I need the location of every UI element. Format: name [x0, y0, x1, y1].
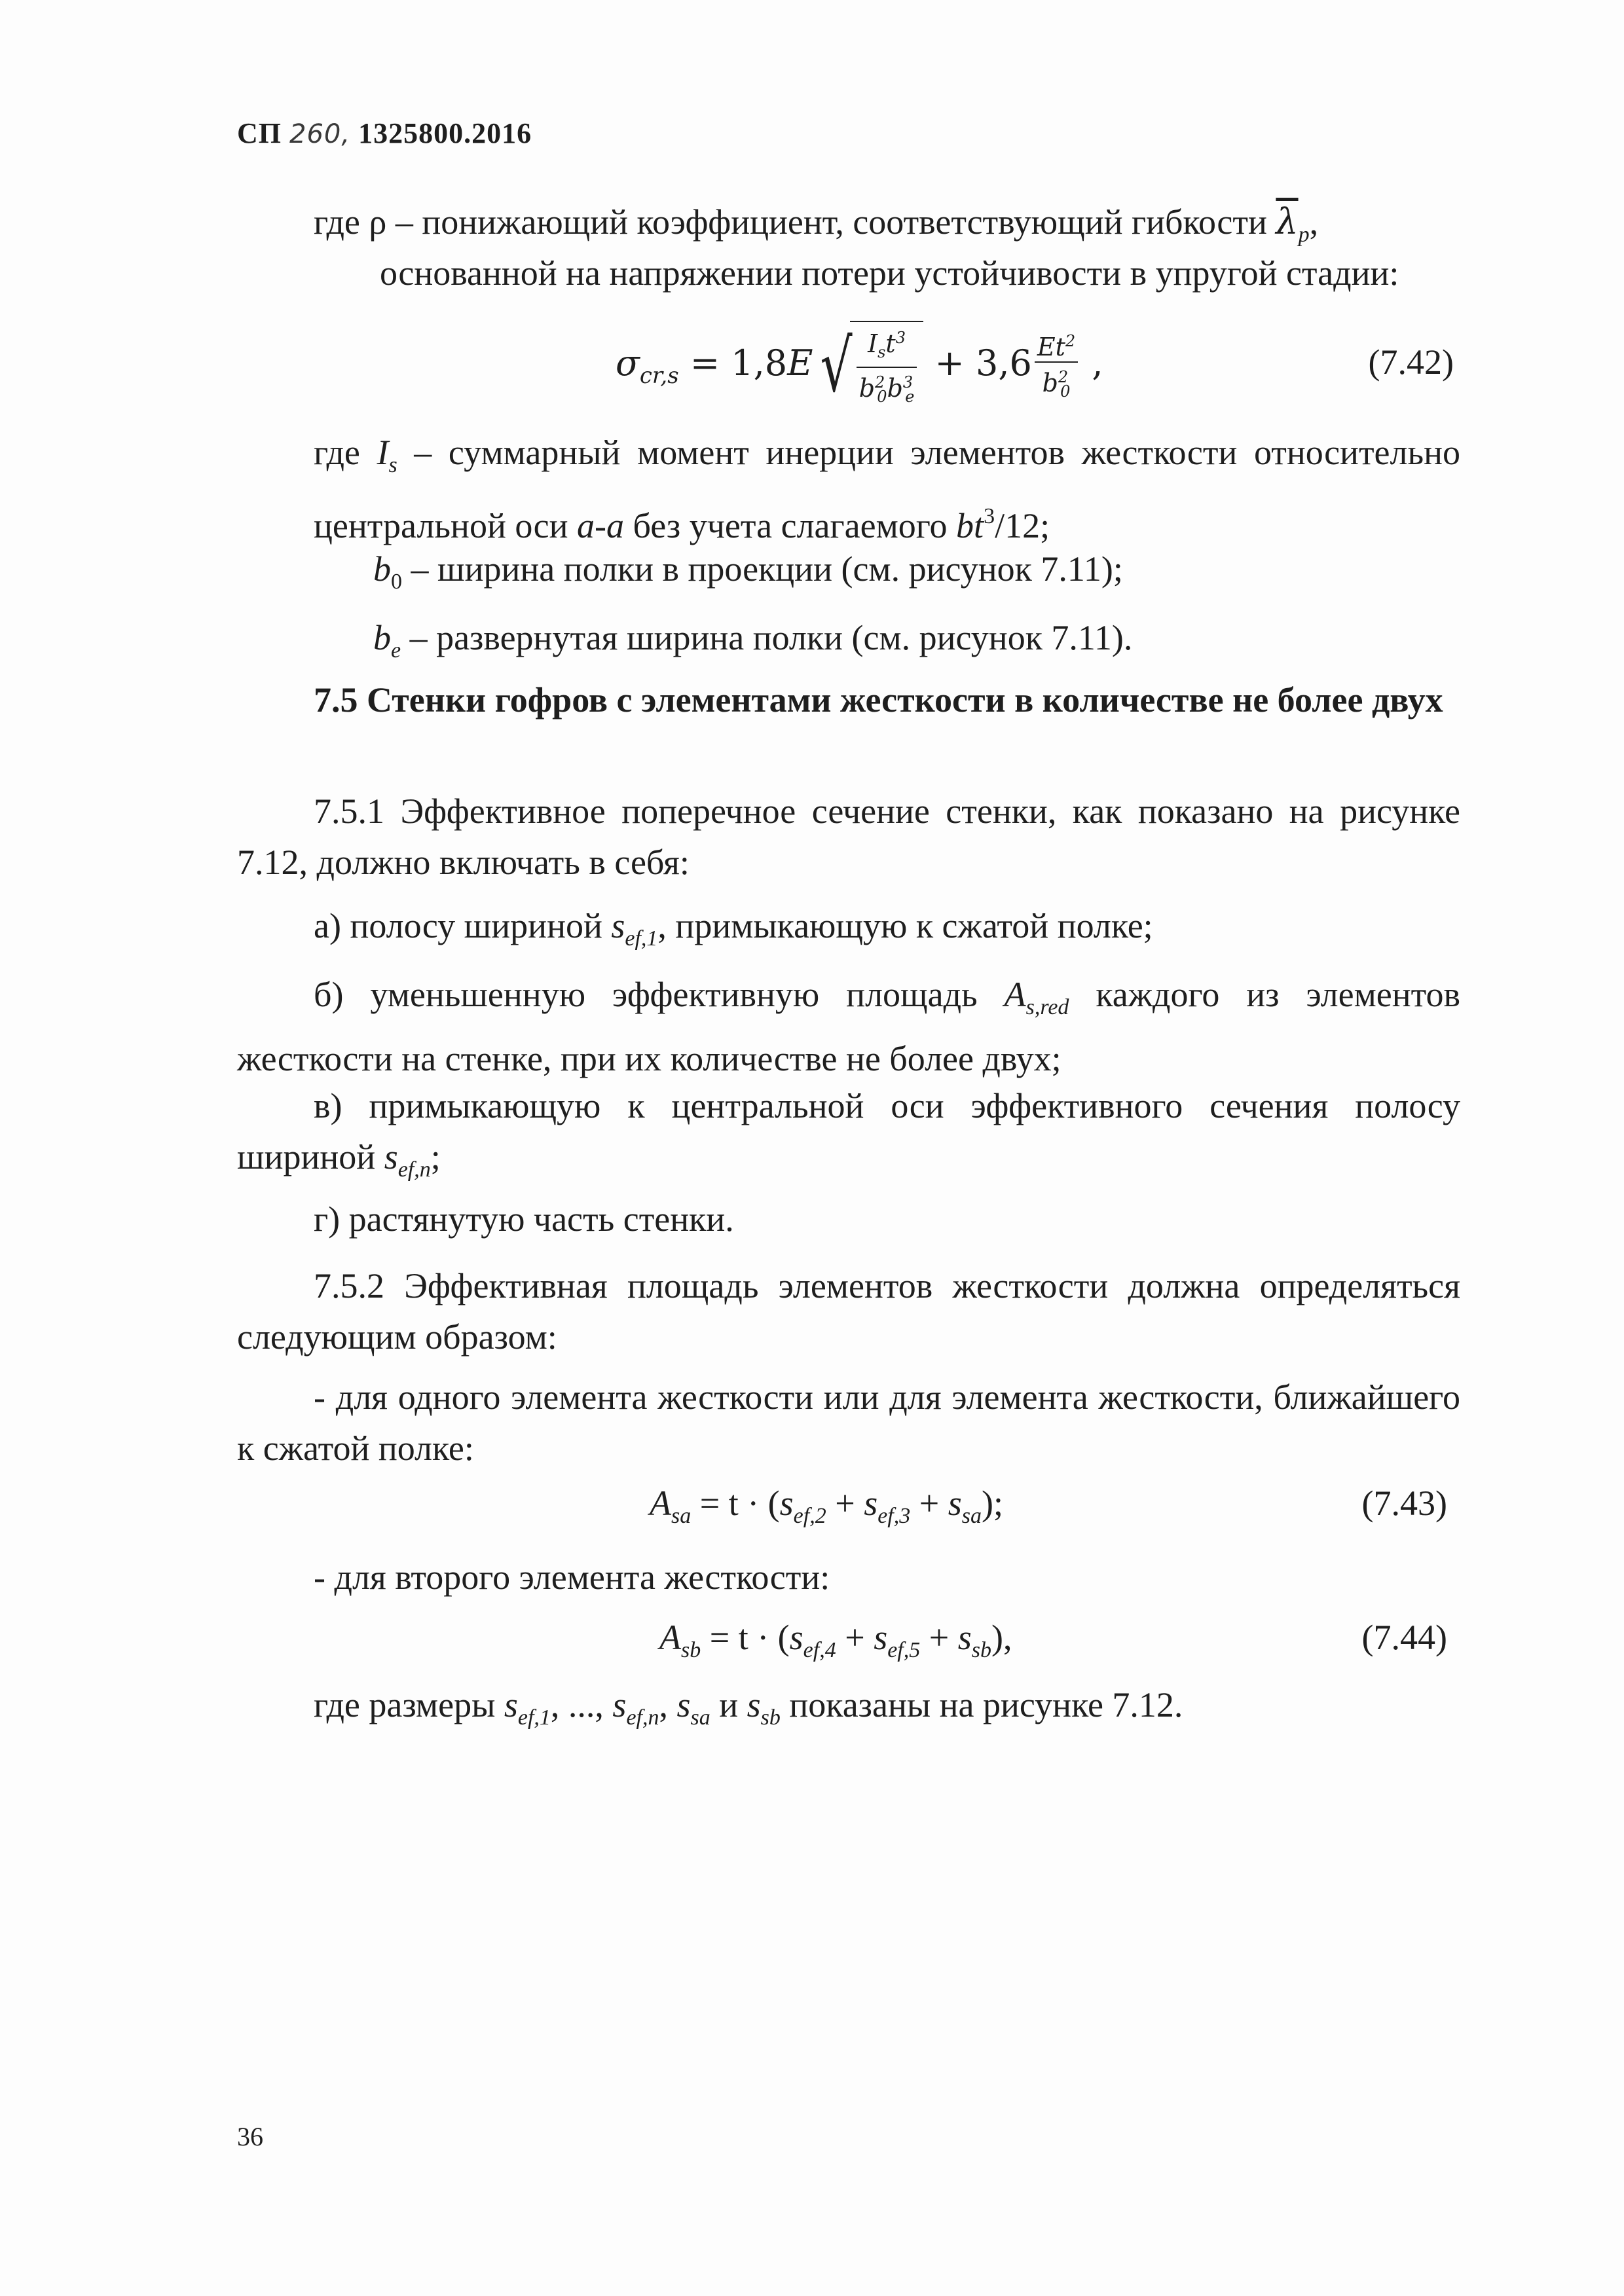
f1-num-i: I	[868, 329, 878, 358]
fraction-1	[857, 323, 917, 411]
formula-7-42	[237, 321, 1460, 408]
f1-den-be: b	[887, 374, 903, 403]
list-b-symbol: A	[1004, 975, 1026, 1014]
page-number: 36	[237, 2122, 263, 2151]
is-symbol: I	[377, 433, 389, 472]
rho-text: где ρ – понижающий коэффициент, соответствующий гибкости	[314, 202, 1276, 242]
header-prefix: СП	[237, 117, 282, 149]
final-s4-sub: sb	[760, 1705, 781, 1730]
b0-definition	[373, 543, 1460, 608]
f743-eq: = t · (	[691, 1484, 780, 1523]
formula-7-42-number: (7.42)	[1368, 342, 1454, 382]
f2-num: Et	[1037, 332, 1065, 361]
f744-plus1: +	[836, 1618, 874, 1657]
header-handwritten-number: 260,	[289, 119, 351, 149]
f1-den-b0: b	[858, 374, 876, 403]
f744-s3-sub: sb	[971, 1638, 991, 1662]
list-c-symbol: s	[384, 1137, 398, 1176]
sqrt-sign: √	[820, 324, 853, 408]
f1-den-b0-sup: 2	[875, 373, 885, 392]
document-header	[237, 117, 532, 150]
f1-den-b0-sub: 0	[877, 388, 887, 406]
final-s4: s	[747, 1685, 761, 1724]
f743-a-sub: sa	[671, 1504, 692, 1528]
final-t1: где размеры	[314, 1685, 504, 1724]
final-s1-sub: ef,1	[517, 1705, 551, 1730]
list-a-text-2: , примыкающую к сжатой полке;	[657, 906, 1153, 945]
f2-den-sup: 2	[1058, 367, 1069, 386]
f743-plus2: +	[910, 1484, 948, 1523]
axis-label: a-a	[577, 506, 625, 545]
f1-den-be-sub: e	[905, 388, 915, 406]
is-definition	[314, 427, 1460, 551]
f2-den: b	[1042, 368, 1058, 397]
formula-tail: ,	[1080, 342, 1103, 384]
list-a-subscript: ef,1	[625, 926, 658, 951]
list-a-symbol: s	[611, 906, 625, 945]
f743-s3: s	[948, 1484, 962, 1523]
f743-s1-sub: ef,2	[793, 1504, 826, 1528]
lambda-symbol: $\overline{\lambda}$	[1276, 201, 1299, 242]
list-c-subscript: ef,n	[397, 1157, 431, 1182]
f744-s2-sub: ef,5	[887, 1638, 921, 1662]
f743-s3-sub: sa	[961, 1504, 982, 1528]
f744-s3: s	[957, 1618, 972, 1657]
f744-s1-sub: ef,4	[803, 1638, 836, 1662]
be-definition	[373, 612, 1460, 676]
be-subscript: e	[391, 638, 401, 663]
f2-num-sup: 2	[1065, 331, 1076, 350]
list-item-b	[237, 969, 1460, 1084]
f743-s1: s	[779, 1484, 794, 1523]
b0-text: – ширина полки в проекции (см. рисунок 7.11);	[402, 549, 1123, 589]
second-stiffener-text: - для второго элемента жесткости:	[314, 1558, 830, 1597]
list-item-c	[237, 1080, 1460, 1195]
be-symbol: b	[373, 618, 391, 657]
is-text-1: – суммарный момент инерции элементов жесткости относительно центральной оси	[314, 433, 1460, 545]
list-b-text-2: каждого из элементов жесткости на стенке, при их количестве не более двух;	[237, 975, 1460, 1078]
be-text: – развернутая ширина полки (см. рисунок 7.11).	[401, 618, 1133, 657]
formula-7-43-number: (7.43)	[1361, 1484, 1447, 1523]
f744-s2: s	[874, 1618, 888, 1657]
list-item-d: г) растянутую часть стенки.	[314, 1199, 734, 1239]
final-s1: s	[504, 1685, 518, 1724]
formula-7-43	[237, 1483, 1460, 1535]
list-item-a	[237, 900, 1460, 964]
sigma-subscript: cr,s	[639, 363, 679, 389]
formula-7-44-number: (7.44)	[1361, 1618, 1447, 1657]
b0-symbol: b	[373, 549, 391, 589]
paragraph-7-5-2: 7.5.2 Эффективная площадь элементов жесткости должна определяться следующим образом:	[237, 1266, 1460, 1357]
rho-comma: ,	[1309, 202, 1319, 242]
final-s2-sub: ef,n	[626, 1705, 659, 1730]
paragraph-7-5-1: 7.5.1 Эффективное поперечное сечение стенки, как показано на рисунке 7.12, должно включать в себя:	[237, 792, 1460, 882]
f744-a: A	[659, 1618, 681, 1657]
formula-7-44	[237, 1617, 1460, 1669]
is-subscript: s	[388, 453, 397, 477]
f743-a: A	[650, 1484, 671, 1523]
list-b-text-1: б) уменьшенную эффективную площадь	[314, 975, 1005, 1014]
f743-s2-sub: ef,3	[877, 1504, 911, 1528]
f1-num-sub: s	[877, 343, 886, 361]
header-year: .2016	[464, 117, 532, 149]
final-t3: ,	[659, 1685, 677, 1724]
final-t4: и	[710, 1685, 747, 1724]
section-heading-7-5: 7.5 Стенки гофров с элементами жесткости в количестве не более двух	[314, 680, 1443, 720]
formula-7-44-expression	[659, 1617, 1012, 1663]
f743-plus1: +	[826, 1484, 864, 1523]
formula-7-42-expression	[616, 321, 1103, 411]
header-code: 1325800	[358, 117, 464, 149]
f743-tail: );	[981, 1484, 1003, 1523]
formula-eq-coef: = 1,8	[678, 342, 788, 384]
list-a-text-1: а) полосу шириной	[314, 906, 612, 945]
f1-num-t: t	[885, 329, 896, 358]
is-text-2: без учета слагаемого	[624, 506, 957, 545]
f744-a-sub: sb	[681, 1638, 701, 1662]
list-b-subscript: s,red	[1025, 995, 1069, 1019]
list-c-text-2: ;	[430, 1137, 441, 1176]
dimensions-reference	[237, 1679, 1460, 1743]
f744-plus2: +	[920, 1618, 958, 1657]
formula-plus-coef: + 3,6	[923, 342, 1032, 384]
bt-sup: 3	[984, 504, 995, 528]
final-t2: , ...,	[550, 1685, 613, 1724]
f744-tail: ),	[991, 1618, 1012, 1657]
list-c-text-1: в) примыкающую к центральной оси эффективного сечения полосу шириной	[237, 1086, 1460, 1176]
f1-num-sup: 3	[895, 329, 906, 347]
sigma-symbol: σ	[616, 342, 640, 384]
formula-7-43-expression	[650, 1483, 1003, 1529]
f2-den-sub: 0	[1060, 382, 1071, 401]
b0-subscript: 0	[391, 570, 402, 594]
f743-s2: s	[864, 1484, 878, 1523]
sqrt-content	[850, 321, 924, 411]
f744-eq: = t · (	[701, 1618, 790, 1657]
lambda-subscript: p	[1298, 223, 1310, 247]
final-s2: s	[612, 1685, 627, 1724]
bt-symbol: bt	[956, 506, 984, 545]
first-stiffener-text: - для одного элемента жесткости или для элемента жесткости, ближайшего к сжатой полке:	[237, 1377, 1460, 1468]
fraction-2	[1035, 327, 1078, 406]
rho-definition-line2: основанной на напряжении потери устойчивости в упругой стадии:	[380, 253, 1399, 293]
is-prefix: где	[314, 433, 377, 472]
f744-s1: s	[789, 1618, 803, 1657]
bt-tail: /12;	[995, 506, 1050, 545]
final-s3: s	[676, 1685, 691, 1724]
f1-den-be-sup: 3	[902, 373, 913, 392]
final-s3-sub: sa	[690, 1705, 710, 1730]
modulus-e: E	[787, 342, 813, 384]
final-t5: показаны на рисунке 7.12.	[780, 1685, 1183, 1724]
